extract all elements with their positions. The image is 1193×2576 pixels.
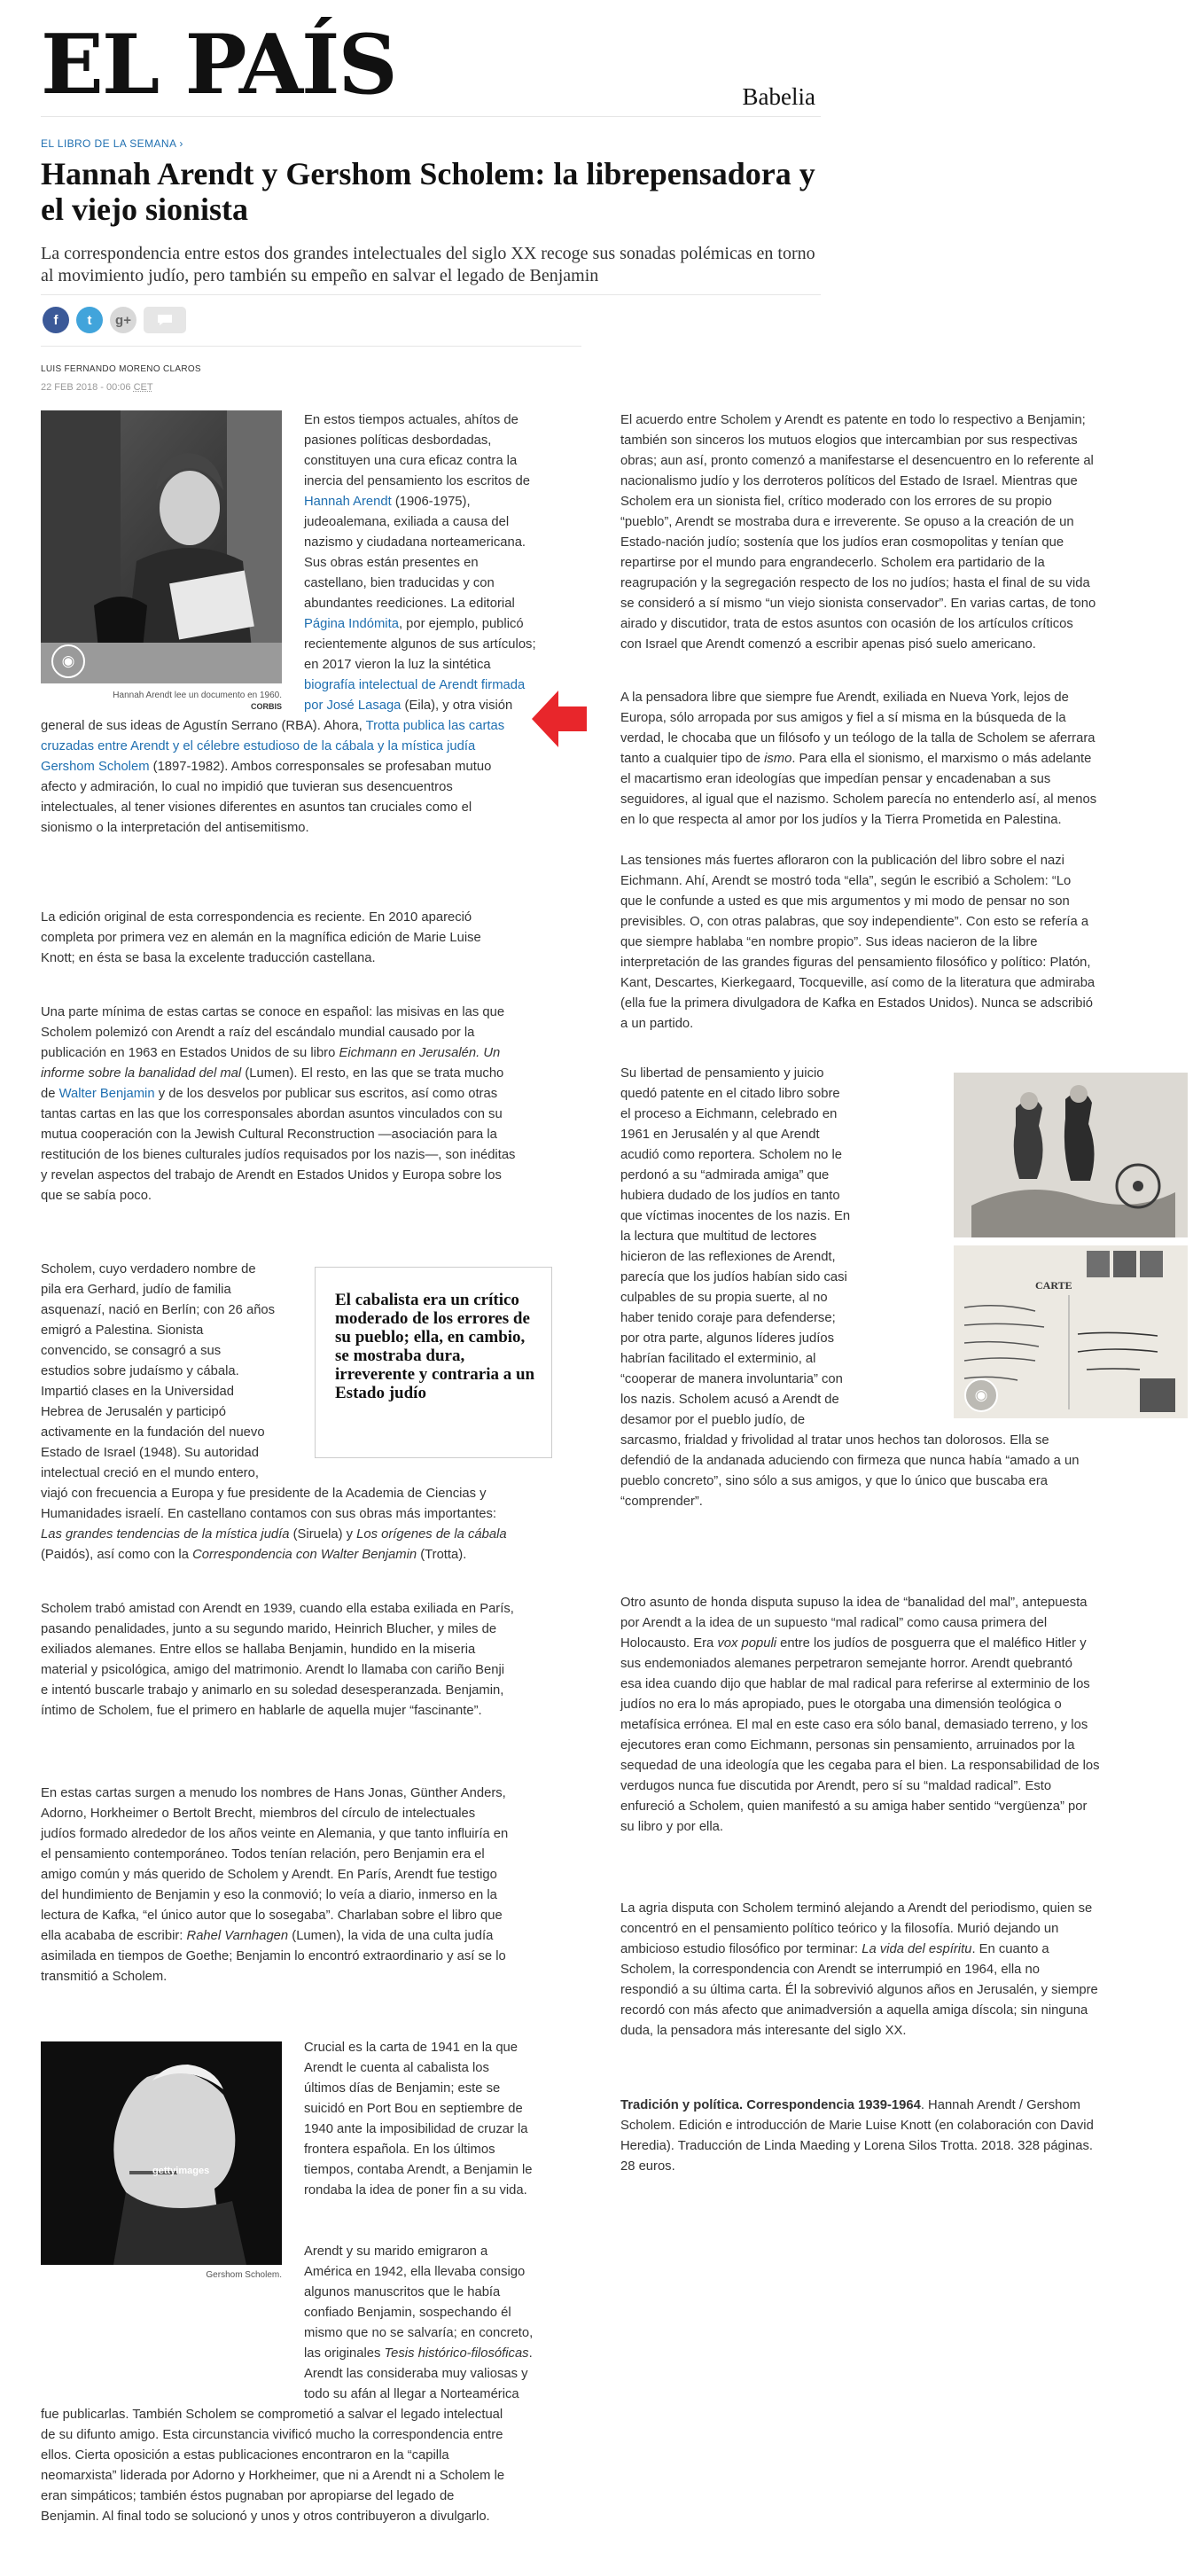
share-bar [43,307,186,333]
text-line: inercia del pensamiento los escritos de [304,474,530,488]
text-span: (Lumen). El resto, en las que se trata mucho [241,1066,504,1081]
link-hannah-arendt[interactable]: Hannah Arendt [304,495,392,509]
text-line [41,716,573,737]
text-span: (1897-1982). Ambos corresponsales se profesaban mutuo [149,760,492,774]
text-line: América en 1942, ella llevaba consigo [304,2265,526,2279]
text-line: lectura de Kafka, “el único autor que lo sosegaba”. Charlaban sobre el libro que [41,1909,503,1923]
text-line: por otra parte, algunos líderes judíos [620,1331,835,1346]
letter-postcard[interactable] [954,1245,1188,1418]
article-paragraph [620,1899,1188,2041]
link-biografia[interactable]: biografía intelectual de Arendt firmada [304,678,526,692]
text-line: exiliados alemanes. Entre ellos se hallaba Benjamin, hundido en la miseria [41,1643,476,1657]
text-line [41,1525,577,1545]
text-line [304,2344,570,2364]
text-line: (ella fue la primera divulgadora de Kafka en Estados Unidos). Nunca se adscribió [620,996,1093,1011]
text-span: de [41,1087,59,1101]
illustration-drawing[interactable] [954,1073,1188,1237]
text-span: (1906-1975), [391,495,471,509]
article-paragraph [41,716,573,839]
divider [41,294,821,295]
emphasis: vox populi [717,1636,777,1651]
text-line: 1940 ante la imposibilidad de cruzar la [304,2122,528,2136]
book-info [620,2096,1188,2177]
text-line: sarcasmo, frialdad y frivolidad al tratar unos hechos tan dolorosos. Ella se [620,1433,1049,1448]
text-line: judeoalemana, exiliada a causa del [304,515,510,529]
text-line [620,749,1188,769]
text-line: Europa, sólo arropada por sus amigos y fiel a sí misma en la búsqueda de la [620,711,1066,725]
book-title: Rahel Varnhagen [186,1929,289,1943]
text-line: mutua cooperación con la Jewish Cultural Reconstruction —asociación para la [41,1128,497,1142]
text-line: En estas cartas surgen a menudo los nombres de Hans Jonas, Günther Anders, [41,1786,506,1800]
article-paragraph [304,2242,570,2405]
text-line: nacionalismo judío y los derroteros políticos del Estado de Israel. Mientras que [620,474,1078,488]
text-span: (Eila), y otra visión [401,699,513,713]
text-line: restitución de los bienes culturales judíos requisados por los nazis—, son inéditas [41,1148,516,1162]
text-line: convencido, se consagró a sus [41,1344,222,1358]
text-line: “pueblo”, Arendt se mostraba dura e irreverente. Se opuso a la creación de un [620,515,1074,529]
text-line: Knott; en ésta se basa la excelente traducción castellana. [41,951,376,965]
article-paragraph [41,908,573,969]
caption-text: Hannah Arendt lee un documento en 1960. [113,691,282,700]
caption-text: Gershom Scholem. [206,2270,282,2280]
text-line: ejecutores eran como Eichmann, personas sin pensamiento, arruinados por la [620,1738,1075,1752]
text-line: confiado Benjamin, sospechando él [304,2306,511,2320]
text-line: emigró a Palestina. Sionista [41,1323,204,1338]
text-line: completa por primera vez en alemán en la magnífica edición de Marie Luise [41,931,481,945]
text-line: del hundimiento de Benjamin y eso la conmovió; lo veía a diario, inmerso en la [41,1888,497,1902]
text-span: y de los desvelos por publicar sus escritos, así como otras [154,1087,498,1101]
text-line [41,757,573,777]
facebook-share-icon[interactable]: f [43,307,69,333]
article-paragraph [620,1064,886,1431]
text-line: Arendt y su marido emigraron a [304,2244,488,2259]
text-line: todo su afán al llegar a Norteamérica [304,2387,519,2401]
text-line: pasiones políticas desbordadas, [304,433,492,448]
text-line: Scholem, cuyo verdadero nombre de [41,1262,256,1276]
text-line: hicieron de las reflexiones de Arendt, [620,1250,836,1264]
text-line: se consideró a sí mismo “un viejo sionista conservador”. En varias cartas, de tono [620,597,1096,611]
text-line: que siempre hablaba “en nombre propio”. Sus ideas nacieron de la libre [620,935,1038,949]
text-line: material y psicológica, amigo del matrimonio. Arendt lo llamaba con cariño Benji [41,1663,505,1677]
text-line: pila era Gerhard, judío de familia [41,1283,231,1297]
text-line: nazismo y ciudadana norteamericana. [304,535,526,550]
article-paragraph [620,1431,1188,1512]
text-line: por Arendt a la idea de un supuesto “mal radical” como causa primera del [620,1616,1048,1630]
book-title: Eichmann en Jerusalén. Un [339,1046,501,1060]
text-line: intelectuales, al tener visiones diferentes en asuntos tan cruciales como el [41,800,472,815]
text-line: Su libertad de pensamiento y juicio [620,1066,824,1081]
letter-header: CARTE [1035,1279,1072,1292]
text-line: pasando penalidades, junto a su segundo marido, Heinrich Blucher, y miles de [41,1622,497,1636]
text-line: Hebrea de Jerusalén y participó [41,1405,226,1419]
text-span: , por ejemplo, publicó [398,617,524,631]
text-line: Adorno, Horkheimer o Bertolt Brecht, miembros del círculo de intelectuales [41,1807,476,1821]
text-line: constituyen una cura eficaz contra la [304,454,518,468]
twitter-share-icon[interactable]: t [76,307,103,333]
text-line: Estado-nación judío; sostenía que los judíos eran cosmopolitas y tenían que [620,535,1064,550]
text-span: entre los judíos de posguerra que el maléfico Hitler y [776,1636,1087,1651]
text-line: seguidores, al igual que el nazismo. Scholem parecía no entenderlo así, al menos [620,792,1097,807]
text-line: mismo que no se salvaría; en concreto, [304,2326,534,2340]
article-paragraph [41,2405,577,2527]
text-line: habrían facilitado el exterminio, al [620,1352,816,1366]
text-line: el proceso a Eichmann, celebrado en [620,1107,838,1121]
text-span: . Para ella el sionismo, el marxismo o más adelante [791,752,1092,766]
pull-quote: El cabalista era un crítico moderado de los errores de su pueblo; ella, en cambio, se mostraba dura, irreverente y contraria a un Estado judío [315,1267,552,1458]
text-span: ambicioso estudio filosófico por terminar: [620,1942,862,1956]
text-span: (Lumen), la vida de una culta judía [288,1929,494,1943]
text-line: Una parte mínima de estas cartas se conoce en español: las misivas en las que [41,1005,505,1019]
article-paragraph [41,1260,307,1484]
text-line: su libro y por ella. [620,1820,723,1834]
section-babelia[interactable]: Babelia [742,83,815,110]
text-line: recientemente algunos de sus artículos; [304,637,536,652]
text-line: En estos tiempos actuales, ahítos de [304,413,519,427]
text-line: a un partido. [620,1017,694,1031]
text-line: transmitió a Scholem. [41,1970,168,1984]
link-pagina-indomita[interactable]: Página Indómita [304,617,399,631]
photo-credit: CORBIS [250,702,282,711]
text-line: últimos días de Benjamin; este se [304,2081,501,2096]
text-span: general de sus ideas de Agustín Serrano (RBA). Ahora, [41,719,366,733]
author-byline[interactable]: LUIS FERNANDO MORENO CLAROS [41,364,201,374]
link-trotta-cartas-2[interactable]: cruzadas entre Arendt y el célebre estudioso de la cábala y la mística judía [41,739,476,753]
book-title: Los orígenes de la cábala [356,1527,507,1542]
link-walter-benjamin[interactable]: Walter Benjamin [58,1087,155,1101]
text-line: sionismo o la interpretación del antisemitismo. [41,821,309,835]
article-paragraph [620,851,1188,1034]
text-line: amigo común y más querido de Scholem y Arendt. En París, Arendt fue testigo [41,1868,497,1882]
link-jose-lasaga[interactable]: por José Lasaga [304,699,402,713]
text-line: abundantes reediciones. La editorial [304,597,515,611]
masthead [41,16,821,117]
text-span: . [528,2346,533,2361]
section-kicker[interactable]: EL LIBRO DE LA SEMANA › [41,137,183,150]
article-paragraph [304,2038,570,2201]
article-paragraph [620,688,1188,831]
text-line: tiempos, contaba Arendt, a Benjamin le [304,2163,533,2177]
text-line: A la pensadora libre que siempre fue Arendt, exiliada en Nueva York, lejos de [620,691,1069,705]
text-line: tantas cartas en las que los corresponsales abordan asuntos vinculados con su [41,1107,503,1121]
text-line: Arendt le cuenta al cabalista los [304,2061,489,2075]
book-info-title: Tradición y política. Correspondencia 1939-1964 [620,2098,921,2112]
text-line: reagrupación y la segregación respecto de los no judíos; hasta el final de su vida [620,576,1090,590]
text-line: castellano, bien traducidas y con [304,576,495,590]
text-line: Kant, Descartes, Kierkegaard, Tocqueville, así como de la literatura que admiraba [620,976,1096,990]
camera-icon[interactable]: ◉ [51,644,85,678]
text-line: neomarxista” liderada por Adorno y Horkheimer, que ni a Arendt ni a Scholem le [41,2469,505,2483]
text-line: perdonó a su “admirada amiga” que [620,1168,830,1183]
scholem-photo[interactable] [41,2041,282,2265]
text-line: enfureció a Scholem, quien manifestó a su amiga haber sentido “vergüenza” por [620,1799,1088,1814]
text-line: hubiera dudado de los judíos en tanto [620,1189,840,1203]
text-line: parecía que los judíos habían sido casi [620,1270,847,1284]
text-line [304,492,570,512]
text-line: eran simpáticos; también éstos pugnaban por apropiarse del legado de [41,2489,455,2503]
text-line: intelectual creció en el mundo entero, [41,1466,259,1480]
text-line: de su difunto amigo. Esta circunstancia vivificó mucho la correspondencia entre [41,2428,503,2442]
text-line: Crucial es la carta de 1941 en la que [304,2041,519,2055]
text-line: La edición original de esta correspondencia es reciente. En 2010 apareció [41,910,472,925]
text-line: ellos. Cierta oposición a estas publicaciones encontraron en la “capilla [41,2448,449,2463]
text-line: recordó con más afecto que animadversión a aquella amiga díscola; sin ninguna [620,2003,1088,2018]
text-line: el macartismo eran ideologías que impedían pensar y encadenaban a sus [620,772,1051,786]
text-line: defendió de la andanada aduciendo con firmeza que nunca había “amado a un [620,1454,1080,1468]
text-line: Las tensiones más fuertes afloraron con la publicación del libro sobre el nazi [620,854,1064,868]
text-line: Benjamin. Al final todo se solucionó y unos y otros contribuyeron a divulgarlo. [41,2510,490,2524]
text-line: rondaba la idea de poner fin a su vida. [304,2183,527,2197]
text-span: Holocausto. Era [620,1636,718,1651]
publish-date [41,382,153,393]
book-title: informe sobre la banalidad del mal [41,1066,242,1081]
article-paragraph [620,1593,1188,1838]
text-line: Scholem polemizó con Arendt a raíz del escándalo mundial causado por la [41,1026,475,1040]
text-span: (Paidós), así como con la [41,1548,193,1562]
text-span: publicación en 1963 en Estados Unidos de su libro [41,1046,339,1060]
article-paragraph [41,1784,577,1987]
text-line [620,1634,1188,1654]
timezone: CET [133,382,153,393]
text-line: Sus obras están presentes en [304,556,479,570]
comments-icon[interactable] [144,307,186,333]
text-line [41,1926,577,1947]
text-line: verdad, le chocaba que un filósofo y un teólogo de la talla de Scholem se aferrara [620,731,1096,745]
text-line: quedó patente en el citado libro sobre [620,1087,840,1101]
text-line: frontera española. En los últimos [304,2143,495,2157]
text-line: interpretación de las grandes figuras del pensamiento filosófico y político: Platón, [620,956,1091,970]
text-span: . Hannah Arendt / Gershom [920,2098,1080,2112]
text-line: afecto y admiración, lo cual no impidió que tuvieran sus desencuentros [41,780,453,794]
text-line: respondió a su última carta. Él la sobrevivió algunos años en Jerusalén, y siempre [620,1983,1098,1997]
text-line: 28 euros. [620,2159,675,2174]
book-title: Las grandes tendencias de la mística judía [41,1527,290,1542]
text-line: Eichmann. Ahí, Arendt se mostró toda “ella”, según le escribió a Scholem: “Lo [620,874,1072,888]
text-line: viajó con frecuencia a Europa y fue presidente de la Academia de Ciencias y [41,1487,487,1501]
text-line: Scholem trabó amistad con Arendt en 1939, cuando ella estaba exiliada en París, [41,1602,514,1616]
emphasis: ismo [764,752,792,766]
text-line: 1961 en Jerusalén y al que Arendt [620,1128,820,1142]
text-span: (Trotta). [417,1548,467,1562]
text-line [620,1940,1188,1960]
text-line: en 2017 vieron la luz la sintética [304,658,491,672]
text-line: verdugos nunca fue discutida por Arendt, pero sí su “maldad radical”. Esto [620,1779,1052,1793]
text-line: activamente en la fundación del nuevo [41,1425,265,1440]
text-span: (Siruela) y [289,1527,357,1542]
text-line: desamor por el pueblo judío, de [620,1413,806,1427]
article-paragraph [304,410,570,716]
text-line: asquenazí, nació en Berlín; con 26 años [41,1303,276,1317]
text-line [41,1084,577,1105]
text-line: Impartió clases en la Universidad [41,1385,234,1399]
text-span: ella acababa de escribir: [41,1929,187,1943]
text-line: airado y discutidor, trata de estos asuntos con ocasión de los artículos críticos [620,617,1073,631]
text-line: sequedad de una ideología que les cegaba para el bien. La responsabilidad de los [620,1759,1100,1773]
link-gershom-scholem[interactable]: Gershom Scholem [41,760,150,774]
text-line: acudió como reportera. Scholem no le [620,1148,843,1162]
date-text: 22 FEB 2018 - 00:06 [41,382,131,393]
divider [41,346,581,347]
text-line: la lectura que multitud de lectores [620,1229,817,1244]
text-line: Scholem, la correspondencia con Arendt se interrumpió en 1964, ella no [620,1963,1040,1977]
text-line: que le confunde a usted es que mis argumentos y mi modo de pensar no son [620,894,1070,909]
text-line: repartirse por el mundo para engrandecerlo. Scholem era partidario de la [620,556,1045,570]
text-line: metafísica errónea. El mal en este caso era sólo banal, demasiado terreno, y los [620,1718,1088,1732]
text-line [304,696,570,716]
text-line: Estado de Israel (1948). Su autoridad [41,1446,259,1460]
text-line [41,1545,577,1565]
article-paragraph [41,1599,577,1721]
text-line: los nazis. Scholem acusó a Arendt de [620,1393,839,1407]
googleplus-share-icon[interactable]: g+ [110,307,136,333]
text-line: Arendt las consideraba muy valiosas y [304,2367,528,2381]
text-line [41,1064,577,1084]
text-line: con Israel que Arendt comenzó a escribir apenas pisó suelo americano. [620,637,1036,652]
text-line: duda, la pensadora más interesante del siglo XX. [620,2024,907,2038]
camera-icon[interactable]: ◉ [964,1378,998,1412]
text-line: e intentó buscarle trabajo y animarlo en su soledad desesperanzada. Benjamin, [41,1683,504,1698]
text-line: Scholem. Edición e introducción de Marie Luise Knott (en colaboración con David [620,2119,1094,2133]
text-line: “cooperar de manera involuntaria” con [620,1372,843,1386]
text-line: en lo que respecta al amor por los judíos y la Tierra Prometida en Palestina. [620,813,1062,827]
arendt-photo[interactable] [41,410,282,683]
article-paragraph [41,1484,577,1565]
text-line: esa idea cuando dijo que hablar de mal radical para referirse al exterminio de los [620,1677,1090,1691]
link-trotta-cartas[interactable]: Trotta publica las cartas [365,719,505,733]
text-line: La agria disputa con Scholem terminó alejando a Arendt del periodismo, quien se [620,1901,1093,1916]
text-line [41,737,573,757]
text-line: que se sabía poco. [41,1189,152,1203]
book-title: La vida del espíritu [862,1942,972,1956]
book-title: Correspondencia con Walter Benjamin [192,1548,417,1562]
text-line: sus endemoniados alemanes perpetraron semejante horror. Arendt quebrantó [620,1657,1072,1671]
text-line: concentró en el pensamiento político teórico y la filosofía. Murió dejando un [620,1922,1059,1936]
text-line: Humanidades israelí. En castellano contamos con sus obras más importantes: [41,1507,497,1521]
page-title: Hannah Arendt y Gershom Scholem: la librepensadora y el viejo sionista [41,156,815,227]
text-span: las originales [304,2346,385,2361]
article-paragraph [620,410,1188,655]
text-line [620,2096,1188,2116]
photo-caption [41,2269,282,2281]
text-line: Otro asunto de honda disputa supuso la idea de “banalidad del mal”, antepuesta [620,1596,1088,1610]
getty-watermark: gettyimages [152,2166,210,2176]
text-line: haber tenido coraje para defenderse; [620,1311,836,1325]
book-title: Tesis histórico-filosóficas [384,2346,529,2361]
article-subtitle: La correspondencia entre estos dos grandes intelectuales del siglo XX recoge sus sonadas polémicas en torno al movimiento judío, pero también su empeño en salvar el legado de Benjamin [41,244,815,285]
text-line: que víctimas inocentes de los nazis. En [620,1209,851,1223]
text-line: “comprender”. [620,1495,703,1509]
text-line: Scholem era un sionista fiel, crítico moderado con los errores de su propio [620,495,1052,509]
text-line: culpables de su propia suerte, al no [620,1291,828,1305]
text-line: judíos no era lo más apropiado, pues le otorgaba una dimensión teológica o [620,1698,1062,1712]
text-line: Heredia). Traducción de Linda Maeding y Lorena Silos Trotta. 2018. 328 páginas. [620,2139,1094,2153]
text-line: previsibles. O, con otras palabras, que soy independiente”. Con esto se refería a [620,915,1089,929]
article-paragraph [41,1003,577,1206]
text-line: pueblo concreto”, sino sólo a sus amigos, y que lo único que buscaba era [620,1474,1049,1488]
text-line: algunos manuscritos que le había [304,2285,501,2299]
text-line: obras; aun así, pronto comenzó a manifestarse el desencuentro en lo referente al [620,454,1094,468]
photo-caption [41,690,282,713]
text-line: estudios sobre judaísmo y cábala. [41,1364,239,1378]
text-line: íntimo de Scholem, fue el primero en hablarle de aquella mujer “fascinante”. [41,1704,482,1718]
text-span: tanto a cualquier tipo de [620,752,765,766]
text-line: asimilada en tiempos de Goethe; Benjamin lo encontró extraordinario y así se lo [41,1949,506,1963]
el-pais-logo[interactable]: EL PAÍS [41,16,396,113]
text-line [304,614,570,635]
text-line [304,675,570,696]
text-span: . En cuanto a [971,1942,1049,1956]
text-line: fue publicarlas. También Scholem se comprometió a salvar el legado intelectual [41,2408,503,2422]
text-line [41,1043,577,1064]
text-line: suicidó en Port Bou en septiembre de [304,2102,523,2116]
text-line: también son sinceros los mutuos elogios que intercambian por sus respectivas [620,433,1078,448]
text-line: judíos formado alrededor de los años veinte en Alemania, y que tanto influiría en [41,1827,509,1841]
text-line: y revelan aspectos del trabajo de Arendt en Estados Unidos y Europa sobre los [41,1168,502,1183]
text-line: el pensamiento contemporáneo. Todos tenían relación, pero Benjamin era el [41,1847,485,1862]
text-line: El acuerdo entre Scholem y Arendt es patente en todo lo respectivo a Benjamin; [620,413,1086,427]
